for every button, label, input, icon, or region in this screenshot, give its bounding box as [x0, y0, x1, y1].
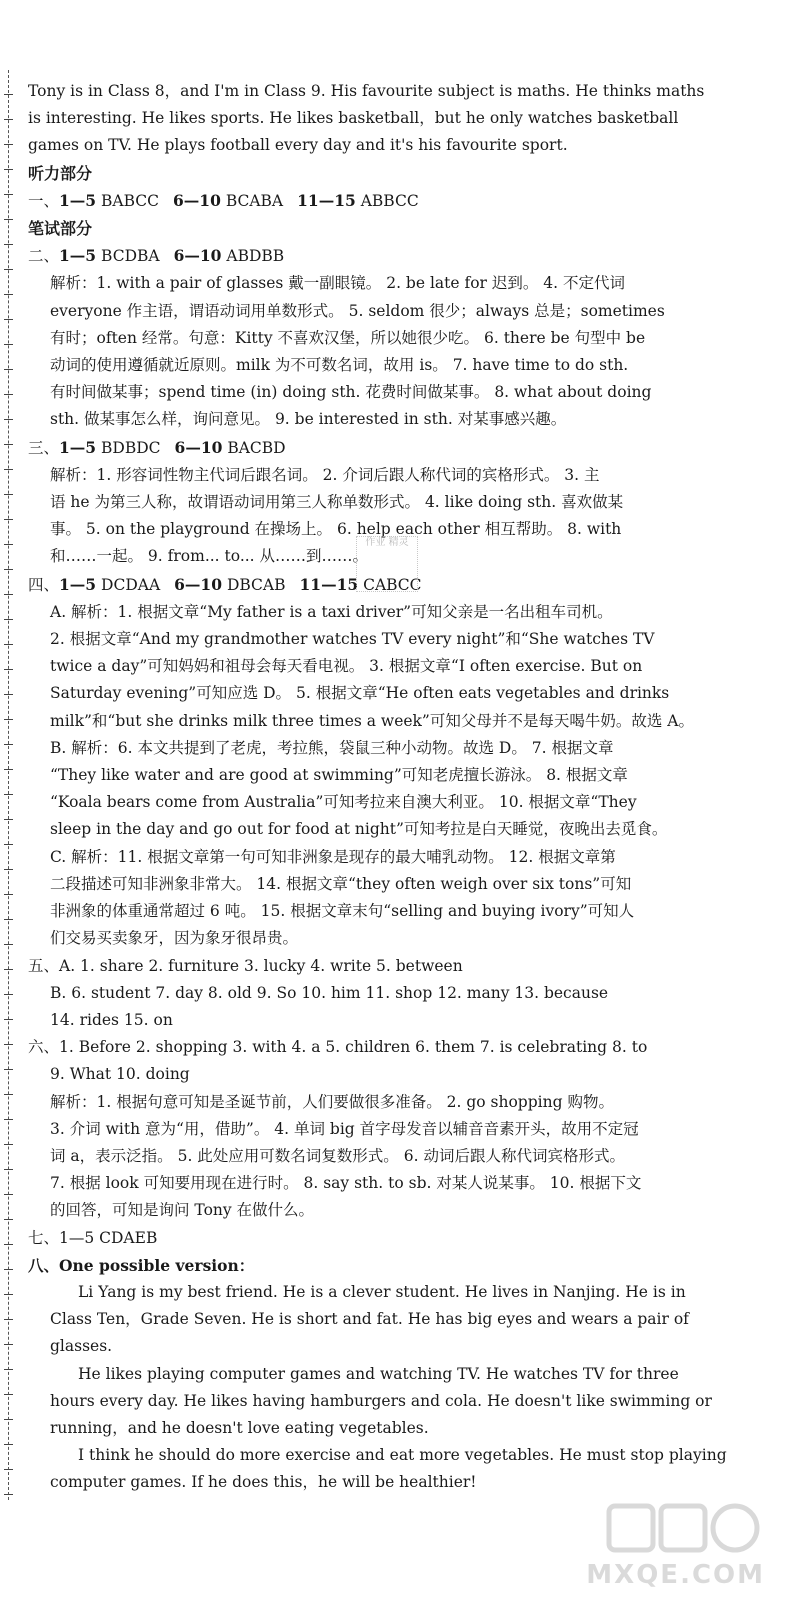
answer-group: BABCC: [101, 191, 160, 210]
answer-group: BCDBA: [101, 247, 160, 266]
range-label: 11—15: [299, 574, 359, 594]
explanation-line: “They like water and are good at swimming”可知老虎擅长游泳。 8. 根据文章: [50, 766, 628, 785]
answer-line: 9. What 10. doing: [50, 1065, 190, 1084]
explanation-line: 动词的使用遵循就近原则。milk 为不可数名词，故用 is。 7. have time to do sth.: [50, 356, 629, 375]
explanation-line: 2. 根据文章“And my grandmother watches TV every night”和“She watches TV: [50, 630, 655, 649]
answer-group: CABCC: [363, 575, 422, 594]
site-logo: [586, 1500, 769, 1590]
explanation-line: 们交易买卖象牙，因为象牙很昂贵。: [50, 929, 299, 948]
range-label: 6—10: [173, 190, 221, 210]
range-label: 6—10: [174, 574, 222, 594]
intro-passage: [28, 78, 728, 160]
section-6: [28, 1034, 728, 1224]
section-1-answers: [28, 187, 728, 215]
section-number: 一、: [28, 191, 60, 210]
intro-line: Tony is in Class 8，and I'm in Class 9. His favourite subject is maths. He thinks maths: [28, 82, 705, 100]
explanation-line: 二段描述可知非洲象非常大。 14. 根据文章“they often weigh over six tons”可知: [50, 874, 632, 893]
essay-paragraph: He likes playing computer games and watching TV. He watches TV for three hours every day. He likes having hamburgers and cola. He doesn't like swimming or running，and he doesn't love eating vegetables.: [50, 1364, 712, 1437]
explanation-line: 3. 介词 with 意为“用，借助”。 4. 单词 big 首字母发音以辅音音素开头，故用不定冠: [50, 1119, 639, 1138]
explanation-line: twice a day”可知妈妈和祖母会每天看电视。 3. 根据文章“I often exercise. But on: [50, 657, 643, 676]
section-8: [28, 1252, 728, 1497]
answer-group: DCDAA: [101, 575, 161, 594]
explanation-line: 有时；often 经常。句意：Kitty 不喜欢汉堡，所以她很少吃。 6. there be 句型中 be: [50, 328, 646, 347]
explanation-line: 词 a，表示泛指。 5. 此处应用可数名词复数形式。 6. 动词后跟人称代词宾格形式。: [50, 1146, 625, 1165]
writing-heading: 笔试部分: [28, 219, 93, 239]
section-5: [28, 953, 728, 1035]
section-7-answers: 七、1—5 CDAEB: [28, 1228, 158, 1247]
answer-page: [28, 78, 728, 1497]
explanation-line: milk”和“but she drinks milk three times a week”可知父母并不是每天喝牛奶。故选 A。: [50, 711, 694, 730]
range-label: 1—5: [59, 246, 97, 266]
explanation-line: 事。 5. on the playground 在操场上。 6. help each other 相互帮助。 8. with: [50, 520, 622, 539]
explanation-line: 解析：1. with a pair of glasses 戴一副眼镜。 2. be late for 迟到。 4. 不定代词: [50, 274, 626, 293]
explanation-line: 的回答，可知是询问 Tony 在做什么。: [50, 1201, 315, 1220]
answer-line: 14. rides 15. on: [50, 1010, 173, 1029]
answer-line: B. 6. student 7. day 8. old 9. So 10. him 11. shop 12. many 13. because: [50, 983, 609, 1002]
explanation-line: 7. 根据 look 可知要用现在进行时。 8. say sth. to sb. 对某人说某事。 10. 根据下文: [50, 1174, 642, 1193]
answer-line: 五、A. 1. share 2. furniture 3. lucky 4. write 5. between: [28, 956, 463, 975]
answer-group: BDBDC: [101, 438, 161, 457]
watermark-stamp: [356, 536, 418, 592]
logo-glyph-icon: [589, 1500, 769, 1560]
explanation-line: C. 解析：11. 根据文章第一句可知非洲象是现存的最大哺乳动物。 12. 根据文章第: [50, 847, 616, 866]
section-number: 四、: [28, 575, 60, 594]
watermark-text: 作业 精灵: [365, 537, 409, 548]
range-label: 1—5: [59, 190, 97, 210]
listening-heading: 听力部分: [28, 163, 93, 183]
section-number: 三、: [28, 438, 60, 457]
range-label: 1—5: [59, 437, 97, 457]
section-number: 二、: [28, 247, 60, 266]
explanation-line: 有时间做某事；spend time (in) doing sth. 花费时间做某事。 8. what about doing: [50, 383, 652, 402]
range-label: 6—10: [173, 246, 222, 266]
explanation-line: 和……一起。 9. from... to... 从……到……。: [50, 547, 369, 566]
range-label: 6—10: [174, 437, 223, 457]
answer-group: ABDBB: [226, 247, 285, 266]
answer-group: ABBCC: [360, 191, 419, 210]
explanation-line: 解析：1. 根据句意可知是圣诞节前，人们要做很多准备。 2. go shopping 购物。: [50, 1092, 614, 1111]
answer-group: DBCAB: [226, 575, 286, 594]
answer-group: BCABA: [225, 191, 284, 210]
explanation-line: A. 解析：1. 根据文章“My father is a taxi driver”可知父亲是一名出租车司机。: [50, 602, 613, 621]
explanation-line: B. 解析：6. 本文共提到了老虎，考拉熊，袋鼠三种小动物。故选 D。 7. 根据文章: [50, 738, 614, 757]
section-2-answers: [28, 242, 728, 270]
explanation-line: sth. 做某事怎么样，询问意见。 9. be interested in sth. 对某事感兴趣。: [50, 410, 567, 429]
explanation-line: sleep in the day and go out for food at night”可知考拉是白天睡觉，夜晚出去觅食。: [50, 820, 668, 839]
explanation-line: 语 he 为第三人称，故谓语动词用第三人称单数形式。 4. like doing sth. 喜欢做某: [50, 493, 624, 512]
intro-line: games on TV. He plays football every day and it's his favourite sport.: [28, 136, 568, 155]
answer-line: 六、1. Before 2. shopping 3. with 4. a 5. children 6. them 7. is celebrating 8. to: [28, 1038, 648, 1057]
explanation-line: 解析：1. 形容词性物主代词后跟名词。 2. 介词后跟人称代词的宾格形式。 3. 主: [50, 465, 600, 484]
explanation-line: 非洲象的体重通常超过 6 吨。 15. 根据文章末句“selling and buying ivory”可知人: [50, 902, 635, 921]
explanation-line: Saturday evening”可知应选 D。 5. 根据文章“He often eats vegetables and drinks: [50, 684, 670, 703]
explanation-line: everyone 作主语，谓语动词用单数形式。 5. seldom 很少；always 总是；sometimes: [50, 301, 665, 320]
section-4-explanation: [28, 599, 728, 953]
range-label: 11—15: [297, 190, 356, 210]
essay-paragraph: Li Yang is my best friend. He is a clever student. He lives in Nanjing. He is in Class Ten，Grade Seven. He is short and fat. He has big eyes and wears a pair of glasses.: [50, 1282, 689, 1356]
explanation-line: “Koala bears come from Australia”可知考拉来自澳大利亚。 10. 根据文章“They: [50, 793, 637, 812]
binding-margin-ticks: [4, 70, 13, 1500]
section-3-answers: [28, 434, 728, 462]
range-label: 1—5: [59, 574, 97, 594]
section-2-explanation: [28, 270, 728, 433]
essay-paragraph: I think he should do more exercise and eat more vegetables. He must stop playing computer games. If he does this，he will be healthier!: [50, 1446, 727, 1492]
section-8-heading: 八、One possible version：: [28, 1255, 255, 1275]
logo-site-text: MXQE.COM: [586, 1560, 765, 1590]
answer-group: BACBD: [227, 438, 286, 457]
intro-line: is interesting. He likes sports. He likes basketball，but he only watches basketball: [28, 109, 679, 128]
